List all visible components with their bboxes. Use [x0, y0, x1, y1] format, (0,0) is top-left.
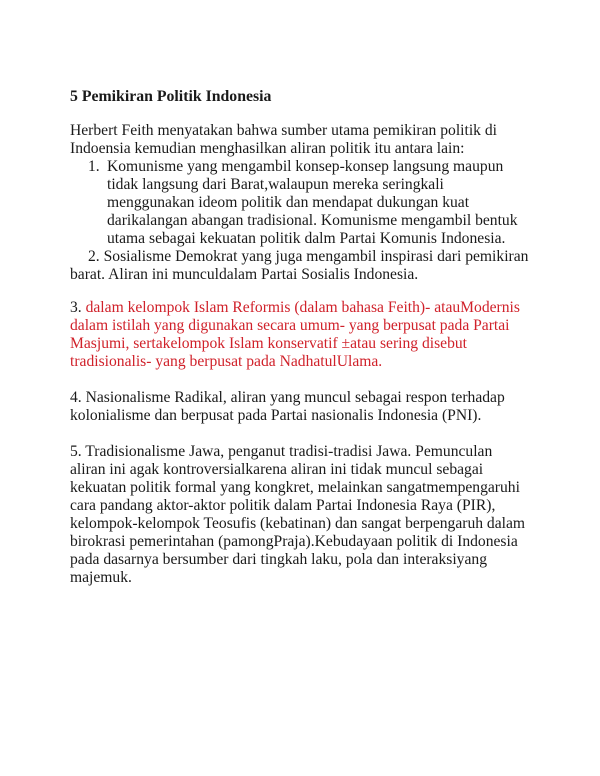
list-item-line: tidak langsung dari Barat,walaupun mereka seringkali [107, 176, 444, 193]
highlighted-text: tradisionalis- yang berpusat pada NadhatulUlama. [70, 353, 383, 370]
paragraph-line: 5. Tradisionalisme Jawa, penganut tradisi-tradisi Jawa. Pemunculan [70, 443, 493, 460]
list-item-line: utama sebagai kekuatan politik dalm Partai Komunis Indonesia. [107, 230, 506, 247]
page-title: 5 Pemikiran Politik Indonesia [70, 88, 272, 105]
paragraph-line: kolonialisme dan berpusat pada Partai nasionalis Indonesia (PNI). [70, 407, 482, 424]
list-number: 1. [88, 158, 100, 175]
paragraph-line: 4. Nasionalisme Radikal, aliran yang muncul sebagai respon terhadap [70, 389, 505, 406]
paragraph-line: cara pandang aktor-aktor politik dalam Partai Indonesia Raya (PIR), [70, 497, 496, 514]
highlighted-text: dalam kelompok Islam Reformis (dalam bahasa Feith)- atauModernis [85, 299, 520, 316]
paragraph-line: kelompok-kelompok Teosufis (kebatinan) dan sangat berpengaruh dalam [70, 515, 526, 532]
paragraph-line: birokrasi pemerintahan (pamongPraja).Kebudayaan politik di Indonesia [70, 533, 518, 550]
paragraph-line: kekuatan politik formal yang kongkret, melainkan sangatmempengaruhi [70, 479, 520, 496]
paragraph-line: 2. Sosialisme Demokrat yang juga mengambil inspirasi dari pemikiran [88, 248, 529, 265]
paragraph-line: pada dasarnya bersumber dari tingkah laku, pola dan interaksiyang [70, 551, 487, 568]
paragraph-line: majemuk. [70, 569, 132, 586]
list-item-line: darikalangan abangan tradisional. Komunisme mengambil bentuk [107, 212, 518, 229]
paragraph-line: barat. Aliran ini munculdalam Partai Sosialis Indonesia. [70, 266, 419, 283]
highlighted-text: Masjumi, sertakelompok Islam konservatif ±atau sering disebut [70, 335, 468, 352]
paragraph-line [70, 299, 520, 317]
list-item-line: Komunisme yang mengambil konsep-konsep langsung maupun [107, 158, 504, 175]
highlighted-text: dalam istilah yang digunakan secara umum- yang berpusat pada Partai [70, 317, 510, 334]
paragraph-line: aliran ini agak kontroversialkarena aliran ini tidak muncul sebagai [70, 461, 484, 478]
item-number: 3. [70, 299, 86, 316]
intro-line: Herbert Feith menyatakan bahwa sumber utama pemikiran politik di [70, 122, 497, 139]
intro-line: Indoensia kemudian menghasilkan aliran politik itu antara lain: [70, 140, 465, 157]
list-item-line: menggunakan ideom politik dan mendapat dukungan kuat [107, 194, 470, 211]
